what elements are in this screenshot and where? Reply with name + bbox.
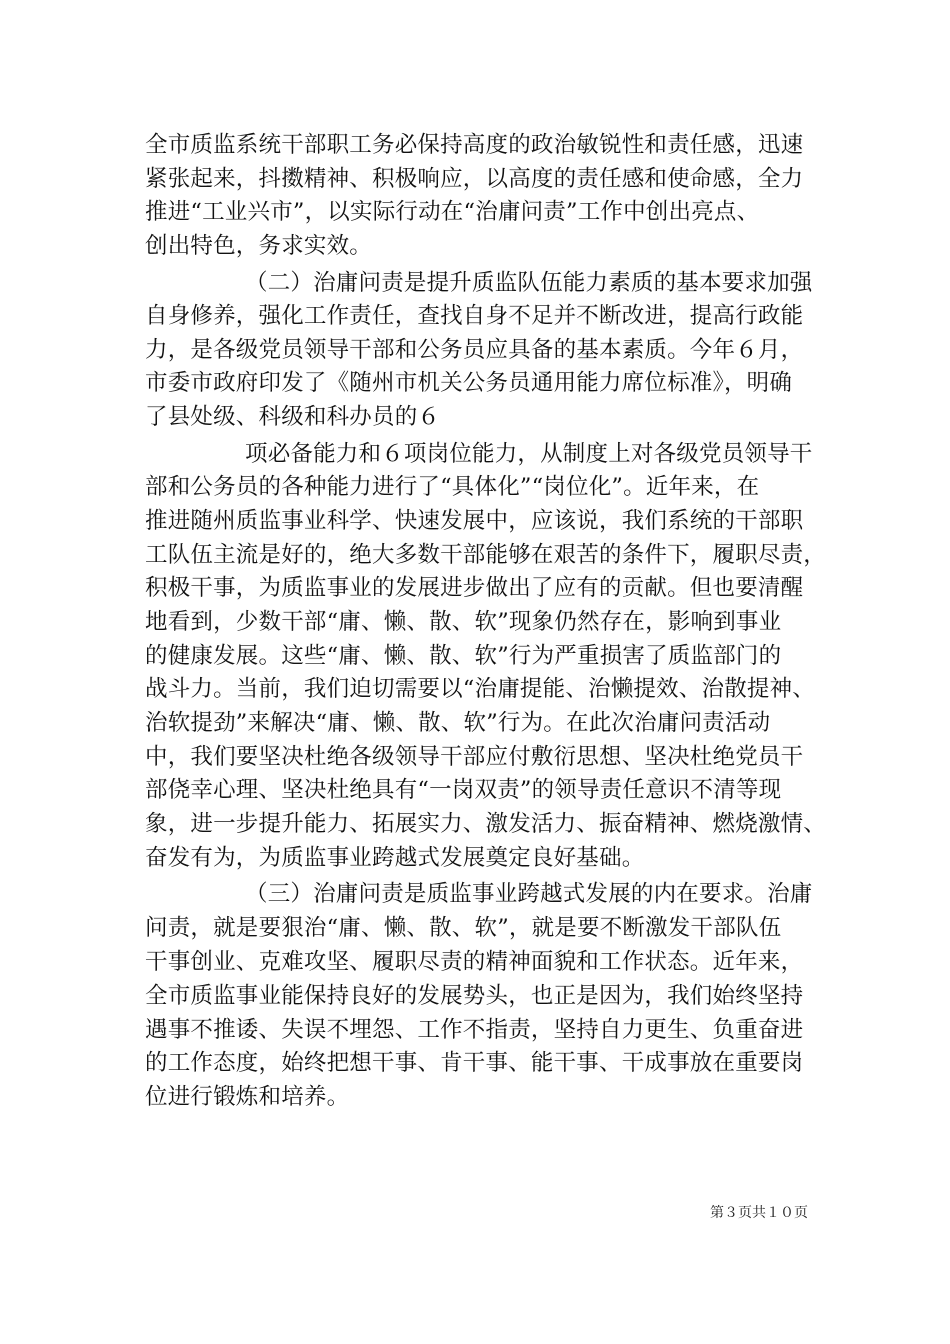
text-line: 问责，就是要狠治“庸、懒、散、软”，就是要不断激发干部队伍 [145,915,782,941]
text-line: 创出特色，务求实效。 [145,233,373,259]
text-line: 地看到，少数干部“庸、懒、散、软”现象仍然存在，影响到事业 [145,609,782,635]
text-line: 中，我们要坚决杜绝各级领导干部应付敷衍思想、坚决杜绝党员干 [145,744,804,770]
text-line: （二）治庸问责是提升质监队伍能力素质的基本要求加强 [245,270,813,296]
text-line: 全市质监事业能保持良好的发展势头，也正是因为，我们始终坚持 [145,983,804,1009]
text-line: 自身修养，强化工作责任，查找自身不足并不断改进，提高行政能 [145,303,804,329]
text-line: 推进“工业兴市”，以实际行动在“治庸问责”工作中创出亮点、 [145,199,760,225]
text-line: 积极干事，为质监事业的发展进步做出了应有的贡献。但也要清醒 [145,575,804,601]
text-line: 部侥幸心理、坚决杜绝具有“一岗双责”的领导责任意识不清等现 [145,777,782,803]
text-line: 项必备能力和６项岗位能力，从制度上对各级党员领导干 [245,441,813,467]
text-line: 市委市政府印发了《随州市机关公务员通用能力席位标准》，明确 [145,370,793,396]
text-line: （三）治庸问责是质监事业跨越式发展的内在要求。治庸 [245,881,813,907]
text-line: 的健康发展。这些“庸、懒、散、软”行为严重损害了质监部门的 [145,643,782,669]
text-line: 治软提劲”来解决“庸、懒、散、软”行为。在此次治庸问责活动 [145,710,771,736]
text-line: 推进随州质监事业科学、快速发展中，应该说，我们系统的干部职 [145,508,804,534]
text-line: 位进行锻炼和培养。 [145,1084,350,1110]
text-line: 工队伍主流是好的，绝大多数干部能够在艰苦的条件下，履职尽责， [145,542,827,568]
text-line: 象，进一步提升能力、拓展实力、激发活力、振奋精神、燃烧激情、 [145,811,827,837]
page-number-footer: 第３页共１０页 [710,1205,808,1221]
text-line: 奋发有为，为质监事业跨越式发展奠定良好基础。 [145,845,645,871]
text-line: 全市质监系统干部职工务必保持高度的政治敏锐性和责任感，迅速 [145,132,804,158]
text-line: 力，是各级党员领导干部和公务员应具备的基本素质。今年６月， [145,337,804,363]
text-line: 紧张起来，抖擞精神、积极响应，以高度的责任感和使命感，全力 [145,166,804,192]
text-line: 的工作态度，始终把想干事、肯干事、能干事、干成事放在重要岗 [145,1050,804,1076]
text-line: 了县处级、科级和科办员的６ [145,404,441,430]
text-line: 部和公务员的各种能力进行了“具体化”“岗位化”。近年来，在 [145,474,760,500]
text-line: 战斗力。当前，我们迫切需要以“治庸提能、治懒提效、治散提神、 [145,676,816,702]
text-line: 干事创业、克难攻坚、履职尽责的精神面貌和工作状态。近年来， [145,949,804,975]
text-line: 遇事不推诿、失误不埋怨、工作不指责，坚持自力更生、负重奋进 [145,1017,804,1043]
